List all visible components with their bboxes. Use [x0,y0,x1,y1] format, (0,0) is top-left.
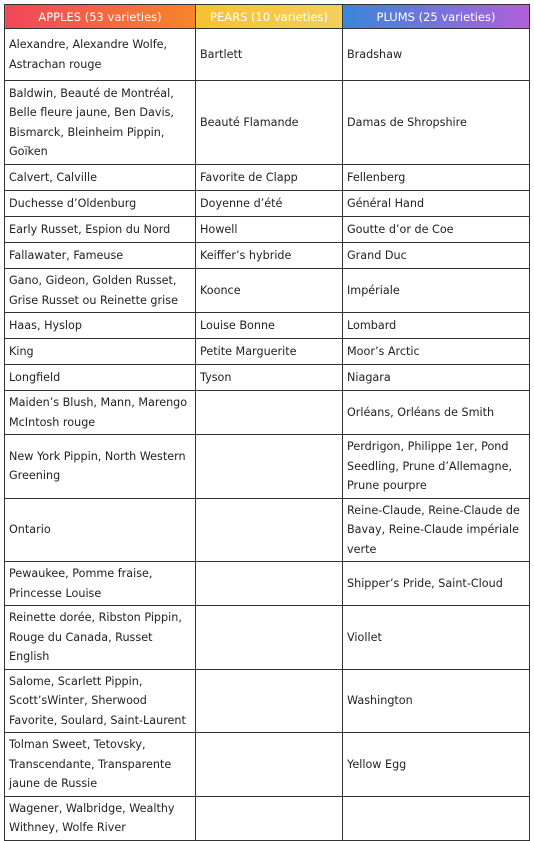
table-row [5,562,530,606]
pears-cell: Petite Marguerite [196,339,343,365]
table-row [5,243,530,269]
plums-cell: Lombard [343,313,530,339]
plums-cell: Yellow Egg [343,733,530,797]
apples-cell: Maiden’s Blush, Mann, Marengo McIntosh rouge [5,391,196,435]
pears-cell: Koonce [196,269,343,313]
plums-cell: Shipper’s Pride, Saint-Cloud [343,562,530,606]
plums-cell: Impériale [343,269,530,313]
table-row [5,269,530,313]
column-header-pears: PEARS (10 varieties) [196,5,343,29]
fruit-varieties-table [4,4,530,841]
apples-cell: Pewaukee, Pomme fraise, Princesse Louise [5,562,196,606]
apples-cell: Gano, Gideon, Golden Russet, Grise Russet ou Reinette grise [5,269,196,313]
apples-cell: Ontario [5,498,196,562]
apples-cell: Haas, Hyslop [5,313,196,339]
apples-cell: Salome, Scarlett Pippin, Scott’sWinter, Sherwood Favorite, Soulard, Saint-Laurent [5,669,196,733]
pears-cell [196,391,343,435]
table-row [5,606,530,670]
table-row [5,81,530,165]
plums-cell: Fellenberg [343,165,530,191]
plums-cell: Niagara [343,365,530,391]
apples-cell: Alexandre, Alexandre Wolfe, Astrachan rouge [5,29,196,81]
table-row [5,339,530,365]
table-row [5,498,530,562]
apples-cell: Baldwin, Beauté de Montréal, Belle fleure jaune, Ben Davis, Bismarck, Bleinheim Pippin, Goïken [5,81,196,165]
table-body [5,29,530,841]
pears-cell: Louise Bonne [196,313,343,339]
plums-cell: Goutte d’or de Coe [343,217,530,243]
pears-cell: Beauté Flamande [196,81,343,165]
apples-cell: King [5,339,196,365]
column-header-plums: PLUMS (25 varieties) [343,5,530,29]
pears-cell: Favorite de Clapp [196,165,343,191]
table-row [5,733,530,797]
plums-cell: Bradshaw [343,29,530,81]
plums-cell: Damas de Shropshire [343,81,530,165]
plums-cell: Viollet [343,606,530,670]
pears-cell [196,606,343,670]
pears-cell [196,562,343,606]
pears-cell: Tyson [196,365,343,391]
table-row [5,365,530,391]
apples-cell: Wagener, Walbridge, Wealthy Withney, Wolfe River [5,796,196,840]
pears-cell: Keiffer’s hybride [196,243,343,269]
table-header [5,5,530,29]
table-row [5,669,530,733]
apples-cell: Fallawater, Fameuse [5,243,196,269]
column-header-apples: APPLES (53 varieties) [5,5,196,29]
pears-cell [196,669,343,733]
pears-cell [196,796,343,840]
pears-cell [196,733,343,797]
table-row [5,165,530,191]
plums-cell: Général Hand [343,191,530,217]
table-row [5,313,530,339]
plums-cell: Grand Duc [343,243,530,269]
apples-cell: Early Russet, Espion du Nord [5,217,196,243]
pears-cell [196,498,343,562]
table-row [5,191,530,217]
pears-cell: Howell [196,217,343,243]
header-row [5,5,530,29]
plums-cell: Washington [343,669,530,733]
table-row [5,796,530,840]
apples-cell: Reinette dorée, Ribston Pippin, Rouge du Canada, Russet English [5,606,196,670]
pears-cell: Bartlett [196,29,343,81]
table-row [5,391,530,435]
plums-cell: Orléans, Orléans de Smith [343,391,530,435]
apples-cell: New York Pippin, North Western Greening [5,435,196,499]
apples-cell: Tolman Sweet, Tetovsky, Transcendante, Transparente jaune de Russie [5,733,196,797]
plums-cell: Perdrigon, Philippe 1er, Pond Seedling, Prune d’Allemagne, Prune pourpre [343,435,530,499]
table-row [5,29,530,81]
plums-cell: Moor’s Arctic [343,339,530,365]
apples-cell: Longfield [5,365,196,391]
apples-cell: Calvert, Calville [5,165,196,191]
table-row [5,435,530,499]
plums-cell [343,796,530,840]
pears-cell: Doyenne d’été [196,191,343,217]
plums-cell: Reine-Claude, Reine-Claude de Bavay, Reine-Claude impériale verte [343,498,530,562]
pears-cell [196,435,343,499]
apples-cell: Duchesse d’Oldenburg [5,191,196,217]
table-row [5,217,530,243]
